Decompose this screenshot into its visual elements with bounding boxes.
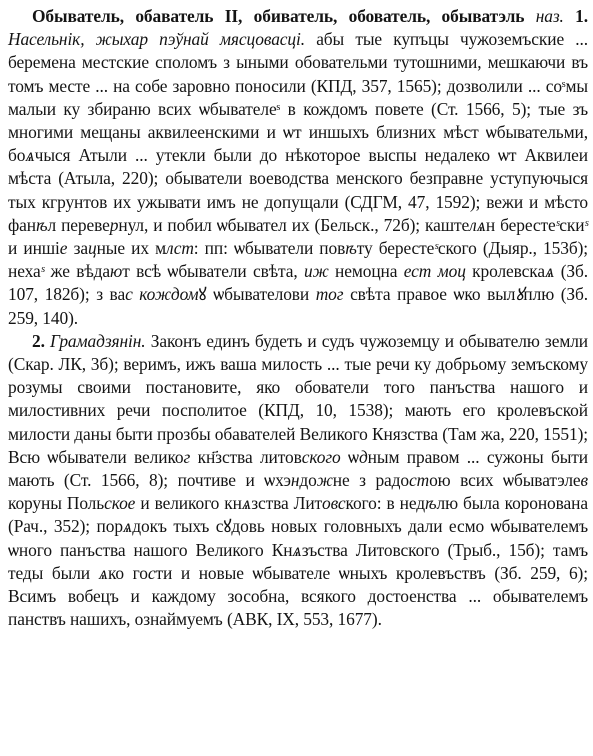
citation-text-segment: в <box>580 470 588 491</box>
citation-text-segment: ѧ <box>25 145 35 166</box>
citation-text-segment: и великого кн <box>135 493 242 514</box>
citation-text-segment: немоцна <box>328 261 404 282</box>
citation-text-segment: абы тые купъцы чужоземъские ... беремена местские споломъ з ыными обовательми тутошними, мешкаючи въ томъ месте ... на собе заровно поносили (КПД, 357, 1565); дозволили ... соˢмы малыи ку збираню всих ѡбывателеˢ в кождомъ повете (Ст. 1566, 5); тые зъ многими мещаны аквилеенскими и ѡт иншыхъ близних мѣст ѡбывательми, бо <box>8 29 589 166</box>
citation-text-segment: ꙋ ѡбывателови <box>198 284 316 305</box>
sense-number-2: 2. <box>32 330 45 351</box>
citation-text-segment: ц <box>87 238 97 259</box>
citation-text-segment: чыся Атыли ... утекли были до нѣкоторое выспы недалеко ѡт Аквилеи мѣста (Атыла, 220); обыватели воеводства менского безправне уступуючыся тых кгрунтов их ужывати имъ не допущали (СДГМ, 47, 1592); вежи и мѣсто фан <box>8 145 588 235</box>
citation-text-segment: ски <box>559 214 585 235</box>
citation-text-segment: ту бересте <box>356 238 435 259</box>
citation-text-segment: ское <box>104 493 136 514</box>
citation-text-segment: кролевска <box>465 261 545 282</box>
citation-text-segment: г <box>183 446 191 467</box>
citation-text-segment: ою всих ѡбыватэле <box>429 470 581 491</box>
citation-text-segment: Законъ единъ будеть и судъ чужоземцу и обывателю земли (Скар. ЛК, 3б); веримъ, ижъ ваша милость ... тые речи ку добрьому земъскому розумы своими постановите, яко обователи того панъства нашого и милостивних речи посполитое (КПД, 10, 1538); мають его кролевъской милости даны быти прозбы обавателей Великого Князства (Там жа, 220, 1551); Всю ѡбыватели велико <box>8 330 589 467</box>
entry-sense-2 <box>8 330 588 632</box>
citation-text-segment: ѧ <box>241 493 252 514</box>
citation-text-segment: зства Лит <box>251 493 323 514</box>
citation-text-segment: е <box>59 238 68 259</box>
citation-text-segment: кн҃зства литов <box>190 446 302 467</box>
citation-text-segment: ского (Дыяр., 153б); неха <box>8 238 589 282</box>
dictionary-entry <box>8 5 588 631</box>
citation-text-segment: тог <box>315 284 344 305</box>
citation-text-segment: ным правом ... сужоны быти мають (Ст. 1566, 8); почтиве и ѡхэ <box>8 446 588 491</box>
citation-text-segment: зъства Литовского (Трыб., 15б); тамъ теды были <box>8 539 589 583</box>
citation-text-segment: же вѣда <box>44 261 111 282</box>
citation-text-segment: н бересте <box>485 214 556 235</box>
citation-text-segment: : пп: ѡбыватели пов <box>193 238 346 259</box>
citation-text-segment: ѧ <box>292 539 302 560</box>
sense-gloss-2: Грамадзянін. <box>50 330 146 351</box>
sense-citations-2 <box>8 331 588 629</box>
citation-text-segment: д <box>358 446 368 467</box>
citation-text-segment: ж <box>316 470 333 491</box>
citation-text-segment: ѣ <box>36 214 48 235</box>
part-of-speech: наз. <box>535 6 564 26</box>
citation-text-segment: ные их м <box>96 238 166 259</box>
citation-text-segment: ˢ <box>40 261 45 282</box>
entry-headword: Обыватель, обаватель II, обиватель, обователь, обыватэль <box>32 6 525 26</box>
citation-text-segment: ест <box>403 261 432 282</box>
citation-text-segment: кождом <box>139 284 199 305</box>
citation-text-segment: ѣ <box>345 238 357 259</box>
citation-text-segment: с <box>125 284 133 305</box>
citation-text-segment: лю была коронована (Рач., 352); пор <box>8 493 588 537</box>
citation-text-segment: н <box>290 470 300 491</box>
citation-text-segment: лст <box>166 238 194 259</box>
entry-sense-1 <box>8 5 588 330</box>
citation-text-segment: ꙋ <box>515 284 524 305</box>
citation-text-segment: ѡ <box>340 446 359 467</box>
citation-text-segment: и инші <box>8 238 60 259</box>
citation-text-segment: ѧ <box>545 261 555 282</box>
citation-text-segment: лѧ <box>469 214 486 235</box>
citation-text-segment: кого: в нед <box>345 493 426 514</box>
citation-text-segment: ˢ <box>584 214 588 235</box>
sense-gloss-1: Насельнік, жыхар пэўнай мясцовасці. <box>8 29 305 50</box>
citation-text-segment: ю <box>110 261 123 282</box>
citation-text-segment: ко го <box>107 562 148 583</box>
citation-text-segment: плю (Зб. 259, 140). <box>8 284 588 328</box>
citation-text-segment: ст <box>409 470 430 491</box>
citation-text-segment: до <box>299 470 317 491</box>
citation-text-segment: коруны Поль <box>8 493 105 514</box>
citation-text-segment: иж <box>303 261 329 282</box>
citation-text-segment: ˢ <box>555 214 560 235</box>
citation-text-segment: докъ тыхъ сꙋдовь новых головныхъ дали есмо ѡбывателемъ ѡного панъства нашого Великого Кн <box>8 516 588 560</box>
citation-text-segment: за <box>67 238 88 259</box>
citation-text-segment: ти и новые ѡбывателе ѡныхъ кролевъствъ (Зб. 259, 6); Всимъ вобецъ и каждому зособна, всякого достоенства ... обывателемъ панствъ нашихъ, ознаймуемъ (АВК, IX, 553, 1677). <box>8 562 588 630</box>
sense-citations-1 <box>8 29 588 327</box>
citation-text-segment: ѣ <box>425 493 437 514</box>
citation-text-segment: л переве <box>47 214 110 235</box>
sense-number-1: 1. <box>575 6 588 26</box>
citation-text-segment: ˢ <box>434 238 438 259</box>
citation-text-segment: моц <box>437 261 466 282</box>
citation-text-segment: ѧ <box>122 516 133 537</box>
citation-text-segment: р <box>109 214 119 235</box>
citation-text-segment: с <box>147 562 156 583</box>
citation-text-segment: овс <box>322 493 346 514</box>
citation-text-segment: не з радо <box>332 470 409 491</box>
citation-text-segment: нул, и побил ѡбывател их (Бельск., 72б); каште <box>118 214 470 235</box>
citation-text-segment: свѣта правое ѡко выл <box>343 284 516 305</box>
citation-text-segment: т всѣ ѡбыватели свѣта, <box>122 261 304 282</box>
citation-text-segment: ского <box>301 446 341 467</box>
citation-text-segment: ѧ <box>98 562 108 583</box>
citation-text-segment: (Зб. 107, 182б); з ва <box>8 261 588 305</box>
